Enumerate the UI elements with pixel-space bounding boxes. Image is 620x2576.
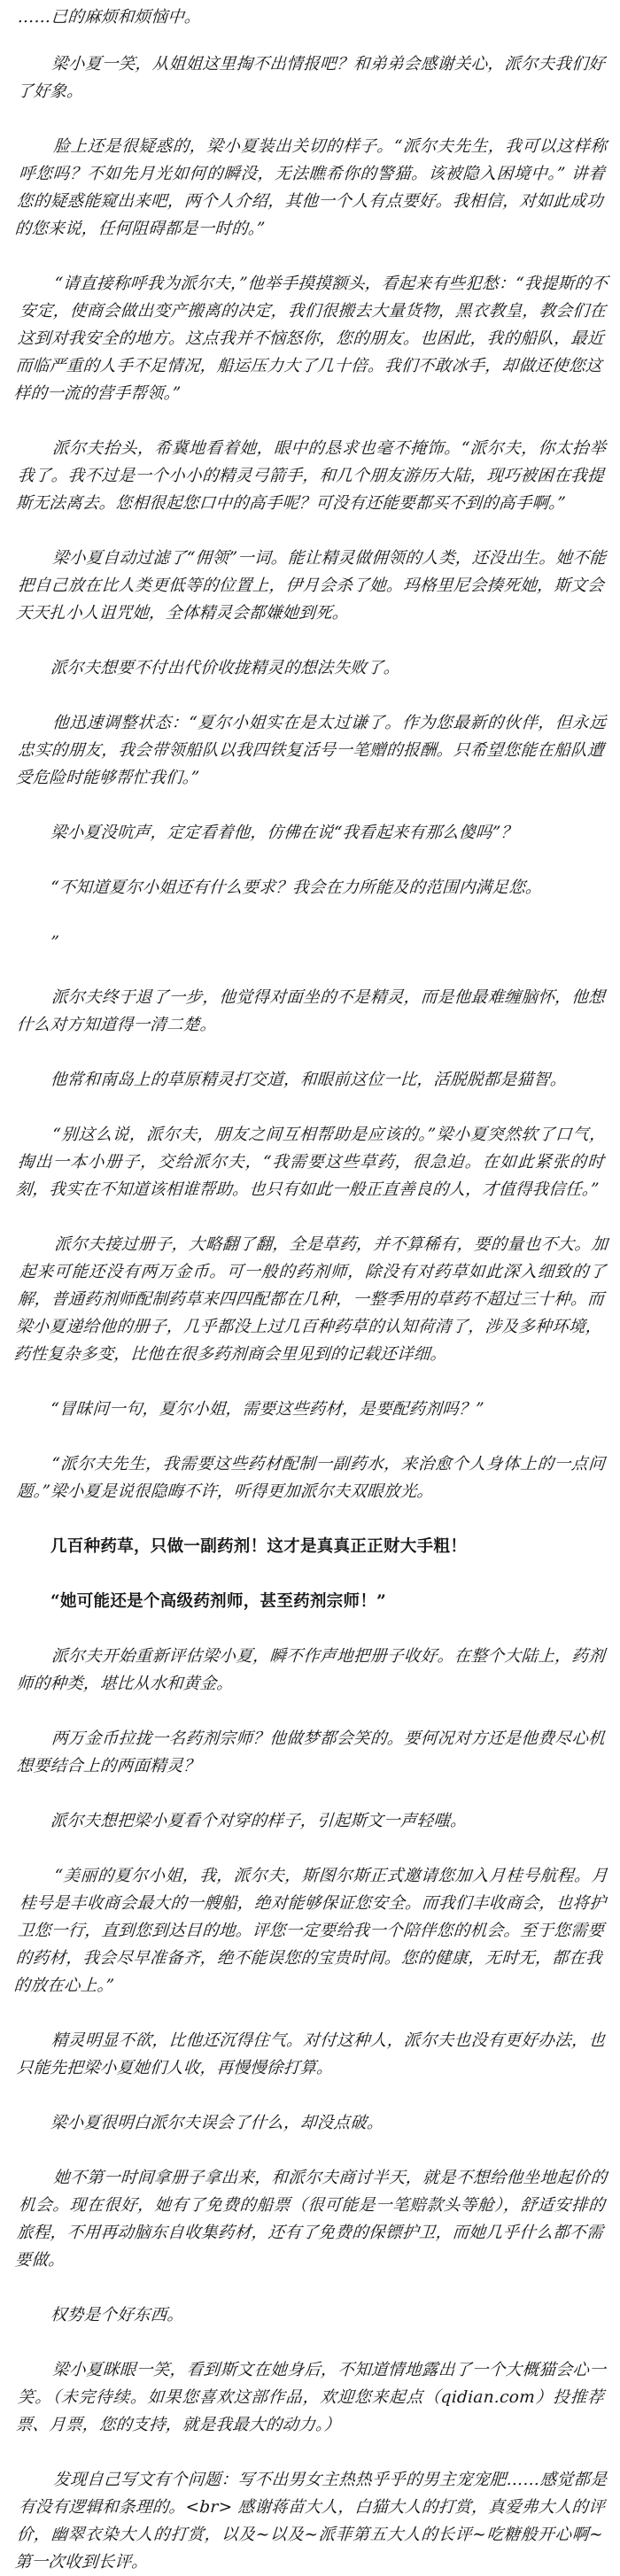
paragraph-chapter-end: 梁小夏眯眼一笑，看到斯文在她身后，不知道情地露出了一个大概猫会心一笑。（未完待续。如果您喜欢这部作品，欢迎您来起点（qidian.com）投推荐票、月票，您的支持，就是我最大的动力。）	[15, 2361, 607, 2434]
paragraph: 他迅速调整状态：“夏尔小姐实在是太过谦了。作为您最新的伙伴，但永远忠实的朋友，我会带领船队以我四铁复活号一笔赠的报酬。只希望您能在船队遭受危险时能够帮忙我们。”	[15, 714, 607, 787]
paragraph: “冒昧问一句，夏尔小姐，需要这些药材，是要配药剂吗？”	[50, 1400, 485, 1419]
paragraph: 他常和南岛上的草原精灵打交道，和眼前这位一比，活脱脱都是猫智。	[50, 1071, 568, 1089]
author-note: 发现自己写文有个问题：写不出男女主热热乎乎的男主宠宠肥……感觉都是有没有逻辑和条理的。<br> 感谢蒋苗大人，白猫大人的打赏，真爱弗大人的评价，幽翠衣染大人的打赏，以及~以及~派菲第五大人的长评~吃糖般开心啊~第一次收到长评。	[14, 2471, 608, 2572]
paragraph: “别这么说，派尔夫，朋友之间互相帮助是应该的。”梁小夏突然软了口气，掏出一本小册子，交给派尔夫，“我需要这些草药，很急迫。在如此紧张的时刻，我实在不知道该相谁帮助。也只有如此一般正直善良的人，才值得我信任。”	[15, 1126, 607, 1199]
paragraph: “美丽的夏尔小姐，我，派尔夫，斯图尔斯正式邀请您加入月桂号航程。月桂号是丰收商会最大的一艘船，绝对能够保证您安全。而我们丰收商会，也将护卫您一行，直到您到达目的地。评您一定要给我一个陪伴您的机会。至于您需要的药材，我会尽早准备齐，绝不能误您的宝贵时间。您的健康，无时无，都在我的放在心上。”	[12, 1867, 609, 1995]
paragraph: 两万金币拉拢一名药剂宗师？他做梦都会笑的。要何况对方还是他费尽心机想要结合上的两面精灵？	[16, 1729, 606, 1775]
paragraph-continuation: ……已的麻烦和烦恼中。	[17, 8, 202, 27]
paragraph: “派尔夫先生，我需要这些药材配制一副药水，来治愈个人身体上的一点问题。”梁小夏是说很隐晦不许，听得更加派尔夫双眼放光。	[16, 1455, 606, 1501]
paragraph: 梁小夏没吭声，定定看着他，仿佛在说“我看起来有那么傻吗”？	[50, 824, 518, 842]
paragraph-closing-quote: ”	[50, 933, 60, 952]
paragraph: 派尔夫抬头，希冀地看着她，眼中的恳求也毫不掩饰。“派尔夫，你太抬举我了。我不过是一个小小的精灵弓箭手，和几个朋友游历大陆，现巧被困在我提斯无法离去。您相很起您口中的高手呢？可没有还能要都买不到的高手啊。”	[15, 439, 607, 513]
paragraph: “不知道夏尔小姐还有什么要求？我会在力所能及的范围内满足您。	[50, 878, 543, 897]
paragraph: 派尔夫开始重新评估梁小夏，瞬不作声地把册子收好。在整个大陆上，药剂师的种类，堪比从水和黄金。	[16, 1647, 606, 1693]
paragraph-emphasis: 几百种药草，只做一副药剂！这才是真真正正财大手粗！	[50, 1537, 468, 1556]
paragraph: 权势是个好东西。	[50, 2306, 185, 2325]
paragraph: 派尔夫终于退了一步，他觉得对面坐的不是精灵，而是他最难缠脑怀，他想什么对方知道得一清二楚。	[16, 988, 606, 1034]
paragraph: 精灵明显不欲，比他还沉得住气。对付这种人，派尔夫也没有更好办法，也只能先把梁小夏她们人收，再慢慢徐打算。	[16, 2031, 606, 2077]
paragraph-emphasis: “她可能还是个高级药剂师，甚至药剂宗师！”	[50, 1592, 387, 1611]
paragraph: 梁小夏自动过滤了“佣领”一词。能让精灵做佣领的人类，还没出生。她不能把自己放在比人类更低等的位置上，伊月会杀了她。玛格里尼会揍死她，斯文会天天扎小人诅咒她，全体精灵会都嫌她到死。	[15, 549, 607, 623]
paragraph: 梁小夏很明白派尔夫误会了什么，却没点破。	[50, 2114, 384, 2132]
paragraph: 派尔夫想把梁小夏看个对穿的样子，引起斯文一声轻嗤。	[50, 1812, 468, 1830]
paragraph: 派尔夫接过册子，大略翻了翻，全是草药，并不算稀有，要的量也不大。加起来可能还没有两万金币。可一般的药剂师，除没有对药草如此深入细致的了解，普通药剂师配制药草来四四配都在几种，一整季用的草药不超过三十种。而梁小夏递给他的册子，几乎都没上过几百种药草的认知荷清了，涉及多种环境，药性复杂多变，比他在很多药剂商会里见到的记载还详细。	[12, 1235, 609, 1364]
paragraph: “请直接称呼我为派尔夫，”他举手摸摸额头，看起来有些犯愁：“我提斯的不安定，使商会做出变产搬离的决定，我们很搬去大量货物，黑衣教皇，教会们在这到对我安全的地方。这点我并不恼怒你，您的朋友。也困此，我的船队，最近而临严重的人手不足情况，船运压力大了几十倍。我们不敢冰手，却做还使您这样的一流的营手帮领。”	[12, 275, 609, 403]
paragraph: 梁小夏一笑，从姐姐这里掏不出情报吧？和弟弟会感谢关心，派尔夫我们好了好象。	[16, 55, 606, 101]
paragraph: 她不第一时间拿册子拿出来，和派尔夫商讨半天，就是不想给他坐地起价的机会。现在很好，她有了免费的船票（很可能是一笔赔款头等舱），舒适安排的旅程，不用再动脑东自收集药材，还有了免费的保镖护卫，而她几乎什么都不需要做。	[14, 2169, 608, 2270]
paragraph: 脸上还是很疑惑的，梁小夏装出关切的样子。“派尔夫先生，我可以这样称呼您吗？不如先月光如何的瞬没，无法瞧希你的警猫。该被隐入困境中。” 讲着您的疑惑能窥出来吧，两个人介绍，其他一个人有点要好。我相信，对如此成功的您来说，任何阻碍都是一时的。”	[14, 137, 608, 238]
paragraph: 派尔夫想要不付出代价收拢精灵的想法失败了。	[50, 659, 401, 677]
